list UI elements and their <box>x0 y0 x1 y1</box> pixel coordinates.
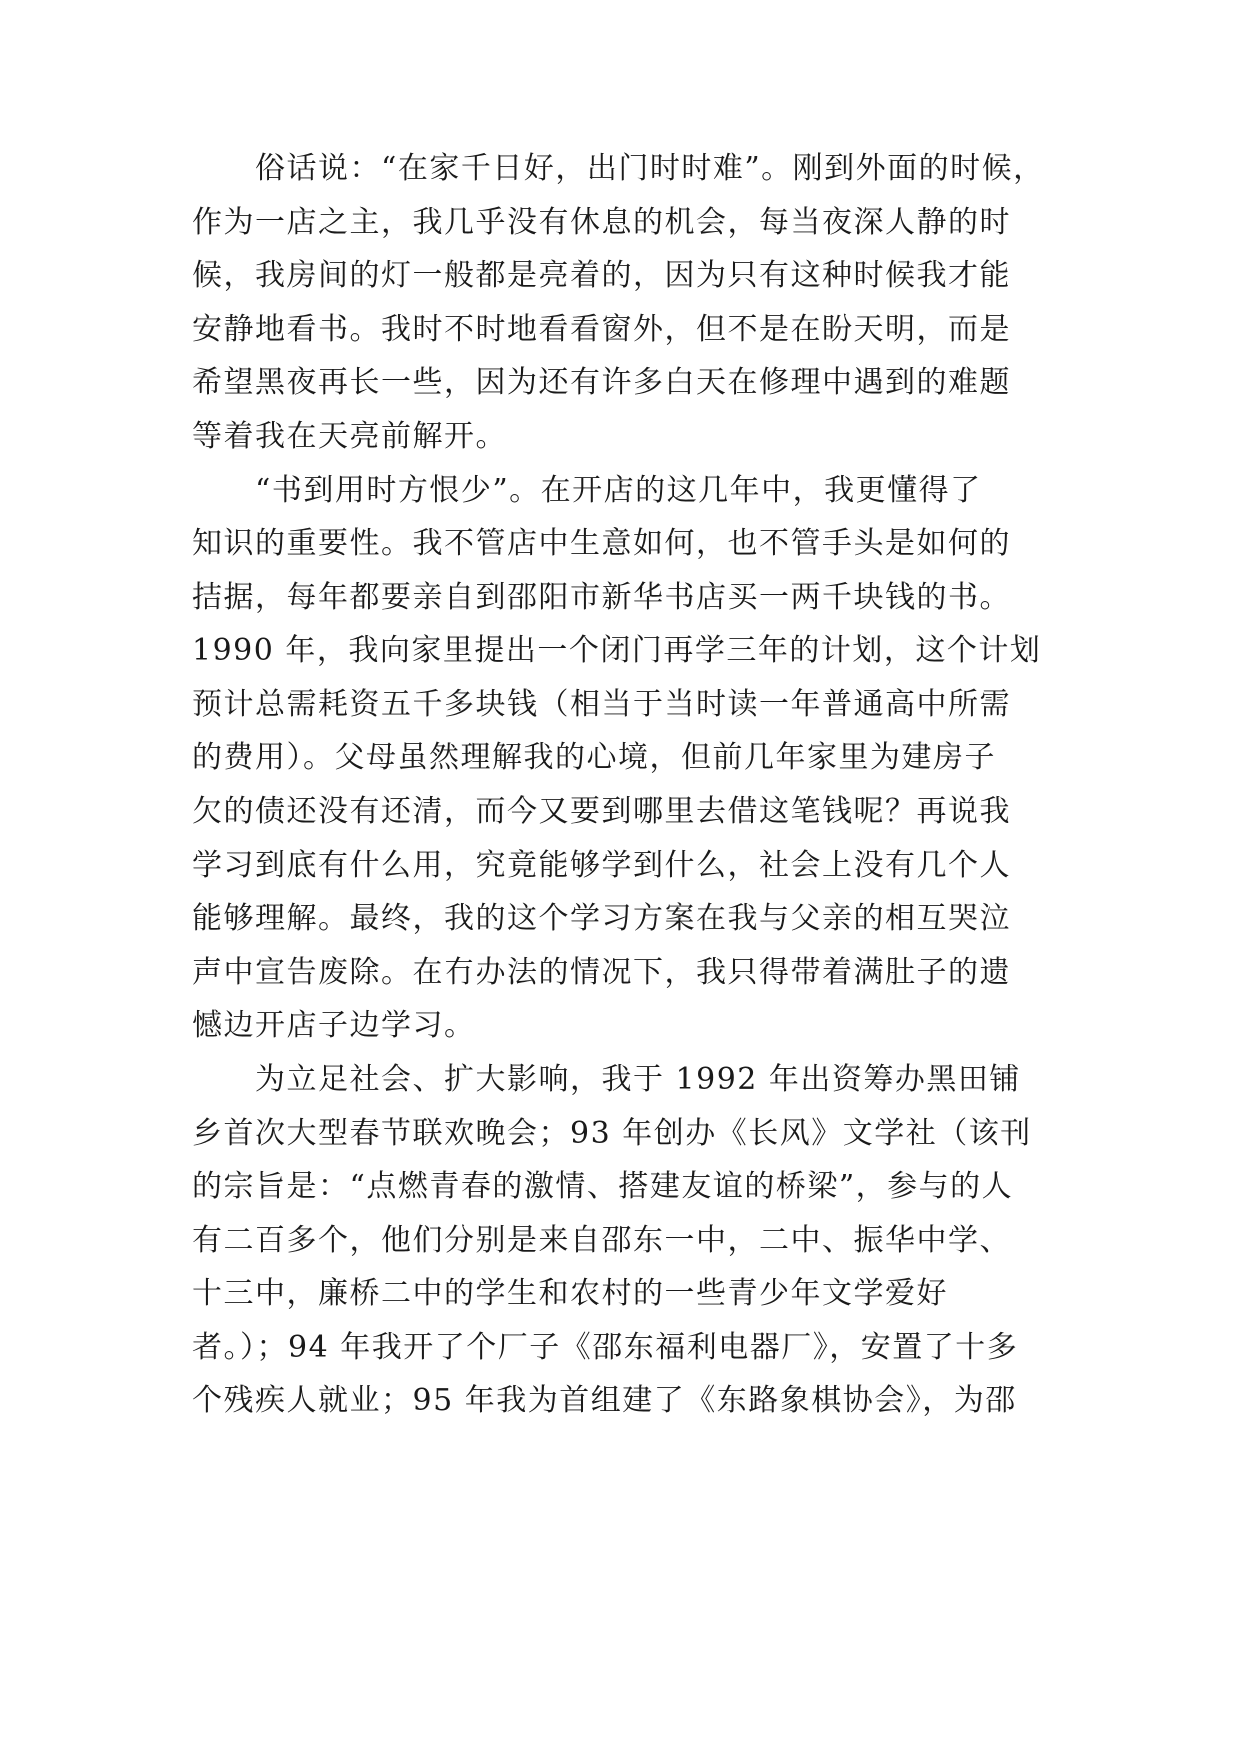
text-line: 欠的债还没有还清，而今又要到哪里去借这笔钱呢？再说我 <box>192 794 1011 829</box>
text-line: 声中宣告废除。在冇办法的情况下，我只得带着满肚子的遗 <box>192 955 1011 990</box>
text-line: 俗话说：“在家千日好，出门时时难”。刚到外面的时候， <box>255 151 1045 186</box>
text-line: 学习到底有什么用，究竟能够学到什么，社会上没有几个人 <box>192 848 1011 883</box>
text-line: 作为一店之主，我几乎没有休息的机会，每当夜深人静的时 <box>192 205 1011 240</box>
text-line: 希望黑夜再长一些，因为还有许多白天在修理中遇到的难题 <box>192 365 1011 400</box>
text-line: “书到用时方恨少”。在开店的这几年中，我更懂得了 <box>255 473 982 508</box>
text-line: 知识的重要性。我不管店中生意如何，也不管手头是如何的 <box>192 526 1011 561</box>
text-line: 为立足社会、扩大影响，我于 1992 年出资筹办黑田铺 <box>255 1062 1021 1097</box>
text-line: 拮据，每年都要亲自到邵阳市新华书店买一两千块钱的书。 <box>192 580 1011 615</box>
text-line: 十三中，廉桥二中的学生和农村的一些青少年文学爱好 <box>192 1276 948 1311</box>
text-line: 乡首次大型春节联欢晚会；93 年创办《长风》文学社（该刊 <box>192 1116 1032 1151</box>
text-line: 1990 年，我向家里提出一个闭门再学三年的计划，这个计划 <box>192 633 1042 668</box>
text-line: 者。）；94 年我开了个厂子《邵东福利电器厂》，安置了十多 <box>192 1330 1019 1365</box>
text-line: 憾边开店子边学习。 <box>192 1008 476 1043</box>
text-line: 的宗旨是：“点燃青春的激情、搭建友谊的桥梁”，参与的人 <box>192 1169 1014 1204</box>
text-line: 安静地看书。我时不时地看看窗外，但不是在盼天明，而是 <box>192 312 1011 347</box>
text-line: 有二百多个，他们分别是来自邵东一中，二中、振华中学、 <box>192 1223 1011 1258</box>
text-line: 能够理解。最终，我的这个学习方案在我与父亲的相互哭泣 <box>192 901 1011 936</box>
text-line: 候，我房间的灯一般都是亮着的，因为只有这种时候我才能 <box>192 258 1011 293</box>
text-line: 的费用）。父母虽然理解我的心境，但前几年家里为建房子 <box>192 740 996 775</box>
text-line: 个残疾人就业；95 年我为首组建了《东路象棋协会》，为邵 <box>192 1383 1017 1418</box>
text-line: 等着我在天亮前解开。 <box>192 419 507 454</box>
text-line: 预计总需耗资五千多块钱（相当于当时读一年普通高中所需 <box>192 687 1011 722</box>
